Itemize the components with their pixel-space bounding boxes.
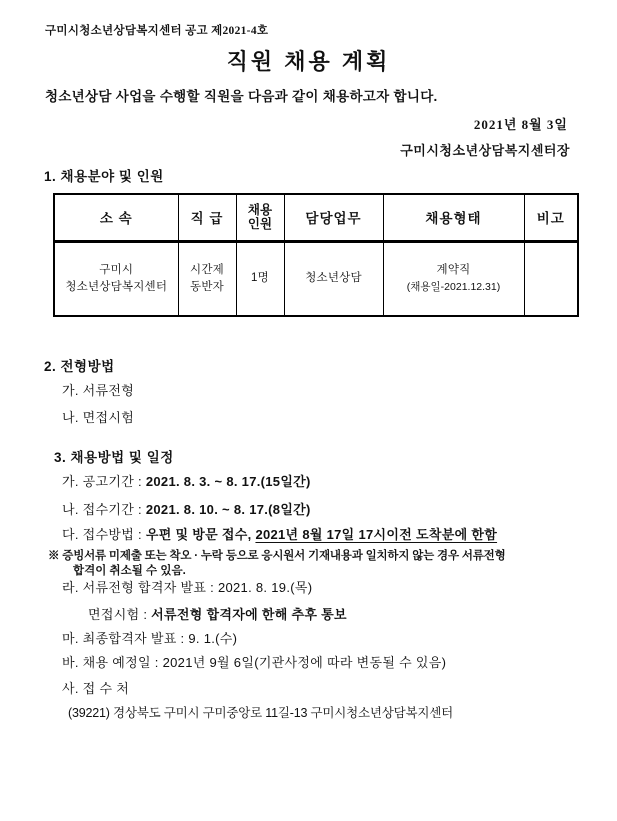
- cell-remarks: [524, 241, 578, 316]
- col-header-grade: 직 급: [178, 194, 236, 241]
- cell-duty: 청소년상담: [284, 241, 383, 316]
- recruitment-table: [53, 193, 579, 317]
- submission-address: (39221) 경상북도 구미시 구미중앙로 11길-13 구미시청소년상담복지센터: [68, 706, 453, 720]
- section3-item-application-method: 다. 접수방법 : 우편 및 방문 접수, 2021년 8월 17일 17시이전 도착분에 한함: [62, 527, 498, 542]
- intro-sentence: 청소년상담 사업을 수행할 직원을 다음과 같이 채용하고자 합니다.: [45, 89, 438, 104]
- section3-item-announcement-period: 가. 공고기간 : 2021. 8. 3. ~ 8. 17.(15일간): [62, 474, 311, 489]
- section3-item-document-pass-announcement: 라. 서류전형 합격자 발표 : 2021. 8. 19.(목): [62, 580, 313, 595]
- section3-note-line1: ※ 증빙서류 미제출 또는 착오 · 누락 등으로 응시원서 기재내용과 일치하지 않는 경우 서류전형: [48, 550, 506, 562]
- section3-item-final-pass-announcement: 마. 최종합격자 발표 : 9. 1.(수): [62, 631, 238, 646]
- section3-note-line2: 합격이 취소될 수 있음.: [73, 565, 186, 577]
- section2-item-interview: 나. 면접시험: [62, 410, 135, 425]
- section3-item-submission-place: 사. 접 수 처: [62, 681, 130, 696]
- cell-count: 1명: [236, 241, 284, 316]
- section3-item-interview-notice: 면접시험 : 서류전형 합격자에 한해 추후 통보: [88, 607, 347, 622]
- section2-heading: 2. 전형방법: [44, 359, 115, 374]
- section2-item-document-screening: 가. 서류전형: [62, 383, 135, 398]
- col-header-count: 채용 인원: [236, 194, 284, 241]
- document-date: 2021년 8월 3일: [473, 117, 568, 132]
- cell-employment-type: 계약직 (채용일-2021.12.31): [383, 241, 524, 316]
- notice-number: 구미시청소년상담복지센터 공고 제2021-4호: [45, 25, 269, 37]
- section1-heading: 1. 채용분야 및 인원: [44, 169, 164, 184]
- col-header-duty: 담당업무: [284, 194, 383, 241]
- cell-grade: 시간제 동반자: [178, 241, 236, 316]
- section3-heading: 3. 채용방법 및 일정: [54, 450, 174, 465]
- section3-item-application-period: 나. 접수기간 : 2021. 8. 10. ~ 8. 17.(8일간): [62, 502, 311, 517]
- col-header-employment-type: 채용형태: [383, 194, 524, 241]
- section3-item-expected-hire-date: 바. 채용 예정일 : 2021년 9월 6일(기관사정에 따라 변동될 수 있음): [62, 655, 447, 670]
- table-row: [54, 241, 578, 316]
- col-header-remarks: 비고: [524, 194, 578, 241]
- cell-affiliation: 구미시 청소년상담복지센터: [54, 241, 178, 316]
- issuer-name: 구미시청소년상담복지센터장: [400, 143, 570, 158]
- table-header-row: [54, 194, 578, 241]
- page-title: 직원 채용 계획: [226, 49, 391, 74]
- col-header-affiliation: 소 속: [54, 194, 178, 241]
